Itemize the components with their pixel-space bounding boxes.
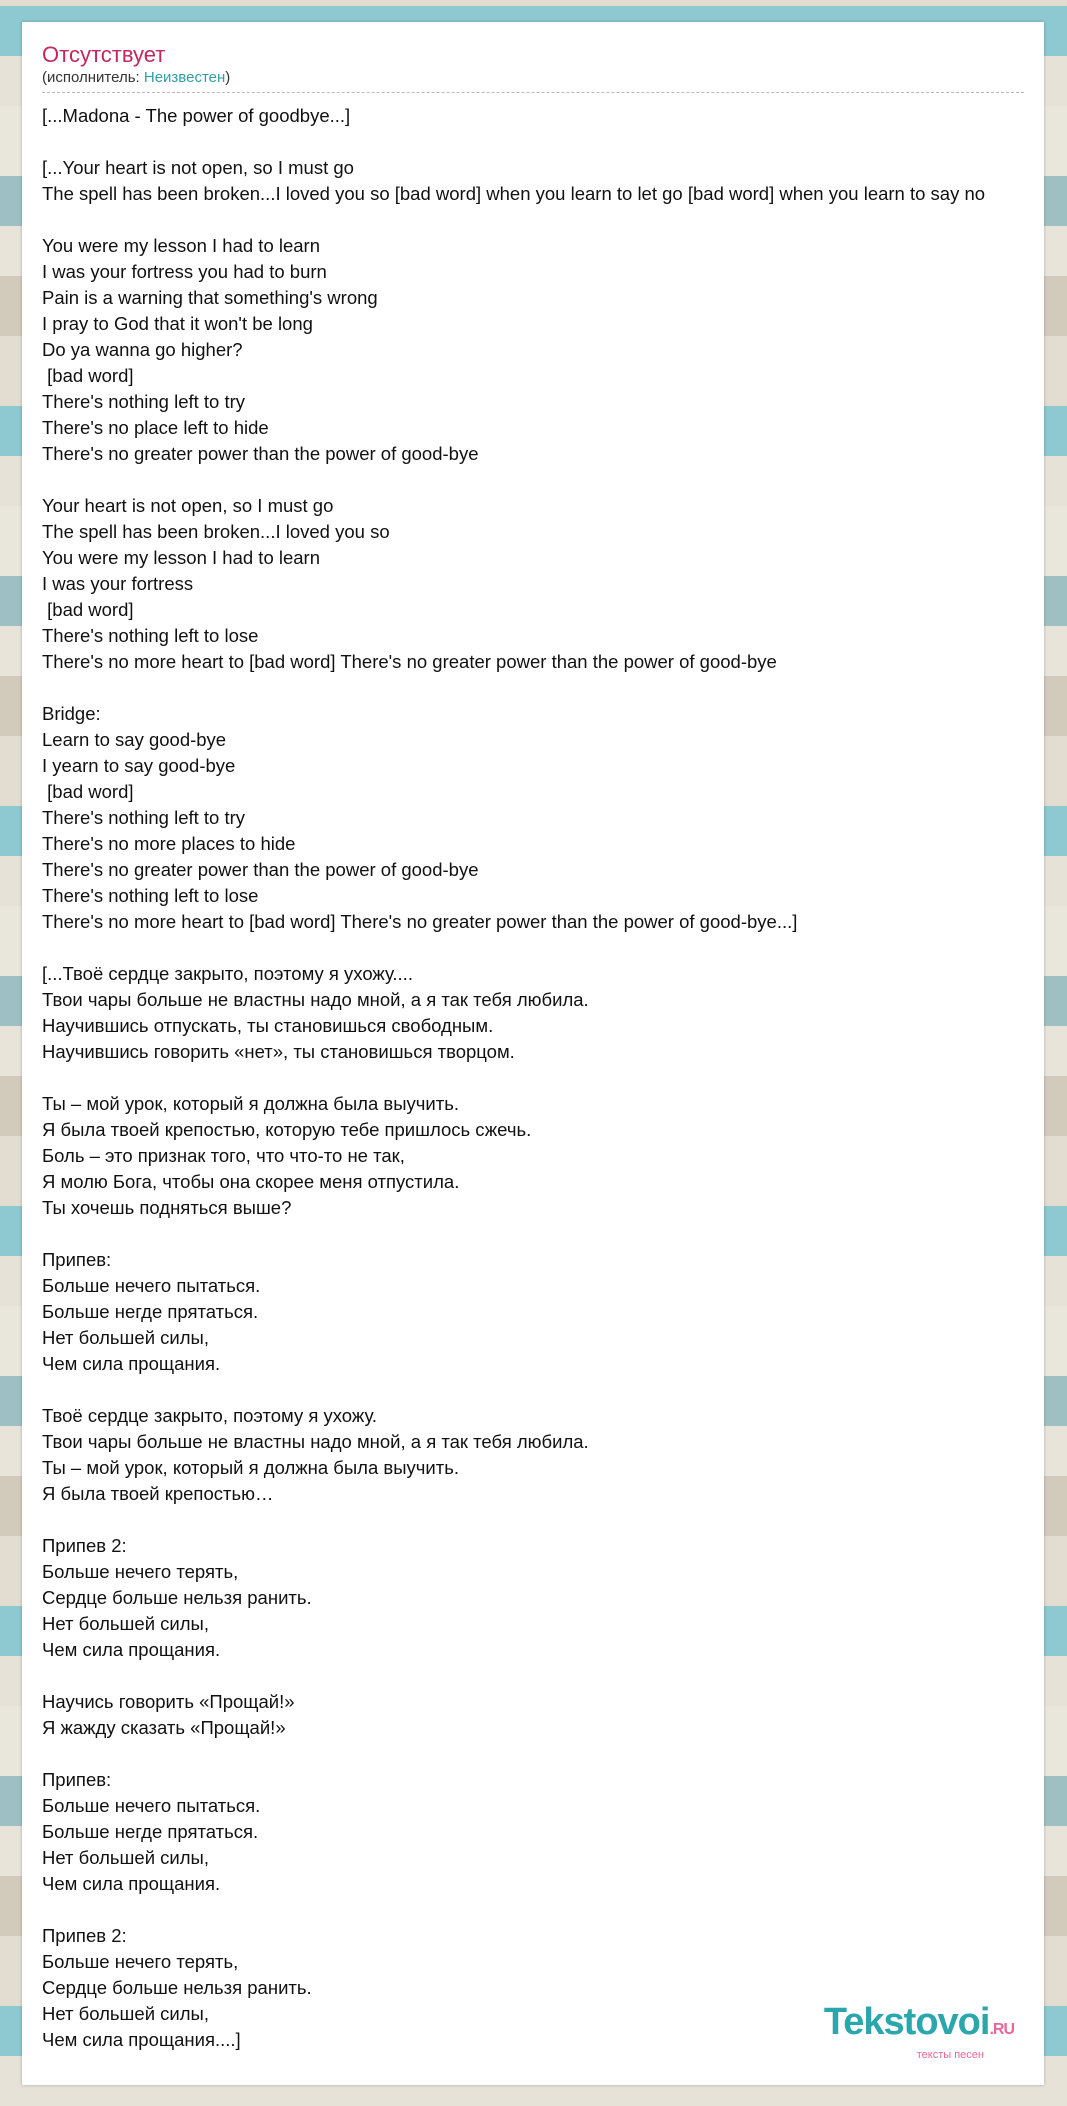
lyric-line: Чем сила прощания. bbox=[42, 1353, 221, 1374]
lyric-line bbox=[42, 1507, 1044, 1533]
lyric-line: Нет большей силы, bbox=[42, 1847, 209, 1868]
lyric-line: Больше нечего пытаться. bbox=[42, 1275, 261, 1296]
lyric-line bbox=[42, 1377, 1044, 1403]
lyric-line: [...Your heart is not open, so I must go bbox=[42, 157, 354, 178]
lyric-line bbox=[42, 129, 1044, 155]
lyric-line: I was your fortress bbox=[42, 573, 194, 594]
lyric-line: Твои чары больше не властны надо мной, а я так тебя любила. bbox=[42, 1431, 589, 1452]
lyric-line: Чем сила прощания. bbox=[42, 1873, 221, 1894]
lyric-line: Научившись отпускать, ты становишься свободным. bbox=[42, 1015, 494, 1036]
lyric-line: Нет большей силы, bbox=[42, 1327, 209, 1348]
artist-link[interactable]: Неизвестен bbox=[143, 69, 226, 86]
lyric-line: [...Madona - The power of goodbye...] bbox=[42, 105, 351, 126]
lyric-line: You were my lesson I had to learn bbox=[42, 547, 321, 568]
lyric-line: [...Твоё сердце закрыто, поэтому я ухожу.... bbox=[42, 963, 413, 984]
lyric-line: The spell has been broken...I loved you so [bad word] when you learn to let go [bad word] when you learn to say no bbox=[42, 183, 986, 204]
lyric-line: Больше негде прятаться. bbox=[42, 1301, 259, 1322]
lyric-line bbox=[42, 1663, 1044, 1689]
lyric-line: There's no more heart to [bad word] There's no greater power than the power of good-bye bbox=[42, 651, 777, 672]
lyric-line: Learn to say good-bye bbox=[42, 729, 227, 750]
lyric-line: There's no place left to hide bbox=[42, 417, 269, 438]
logo-tld: .RU bbox=[989, 2021, 1014, 2038]
lyric-line: Больше нечего терять, bbox=[42, 1951, 239, 1972]
lyric-line: Ты – мой урок, который я должна была выучить. bbox=[42, 1457, 459, 1478]
lyric-line: Я жажду сказать «Прощай!» bbox=[42, 1717, 286, 1738]
lyric-line: Припев: bbox=[42, 1769, 112, 1790]
song-header bbox=[42, 42, 1024, 87]
song-title: Отсутствует bbox=[42, 42, 166, 67]
lyric-line bbox=[42, 1221, 1044, 1247]
lyric-line: There's nothing left to try bbox=[42, 807, 246, 828]
lyric-line: [bad word] bbox=[42, 599, 134, 620]
lyric-line: Your heart is not open, so I must go bbox=[42, 495, 334, 516]
lyric-line: Нет большей силы, bbox=[42, 1613, 209, 1634]
lyric-line: Я была твоей крепостью… bbox=[42, 1483, 274, 1504]
logo-tagline: тексты песен bbox=[916, 2049, 984, 2061]
lyric-line bbox=[42, 1741, 1044, 1767]
lyric-line bbox=[42, 467, 1044, 493]
logo-wordmark bbox=[824, 2003, 1014, 2049]
logo-name: Tekstovoi bbox=[823, 2001, 990, 2043]
lyric-line: Твоё сердце закрыто, поэтому я ухожу. bbox=[42, 1405, 377, 1426]
lyric-line bbox=[42, 1897, 1044, 1923]
lyric-line bbox=[42, 935, 1044, 961]
lyric-line: There's nothing left to lose bbox=[42, 625, 259, 646]
lyric-line: Сердце больше нельзя ранить. bbox=[42, 1587, 312, 1608]
lyric-line: Do ya wanna go higher? bbox=[42, 339, 243, 360]
lyric-line: There's nothing left to lose bbox=[42, 885, 259, 906]
lyric-line: Сердце больше нельзя ранить. bbox=[42, 1977, 312, 1998]
artist-suffix: ) bbox=[225, 69, 231, 86]
artist-line bbox=[42, 69, 1024, 87]
lyric-line: I yearn to say good-bye bbox=[42, 755, 236, 776]
lyric-line: The spell has been broken...I loved you so bbox=[42, 521, 390, 542]
lyric-line: Боль – это признак того, что что-то не так, bbox=[42, 1145, 405, 1166]
lyric-line: I pray to God that it won't be long bbox=[42, 313, 313, 334]
lyric-line: Ты хочешь подняться выше? bbox=[42, 1197, 292, 1218]
lyric-line: There's no more places to hide bbox=[42, 833, 296, 854]
lyric-line: Припев: bbox=[42, 1249, 112, 1270]
lyric-line: Больше нечего терять, bbox=[42, 1561, 239, 1582]
lyric-line: Нет большей силы, bbox=[42, 2003, 209, 2024]
lyric-line: Bridge: bbox=[42, 703, 101, 724]
lyric-line: Твои чары больше не властны надо мной, а я так тебя любила. bbox=[42, 989, 589, 1010]
lyric-line: Научись говорить «Прощай!» bbox=[42, 1691, 295, 1712]
lyric-line: There's no greater power than the power of good-bye bbox=[42, 859, 479, 880]
lyric-line: You were my lesson I had to learn bbox=[42, 235, 321, 256]
lyrics-page bbox=[22, 22, 1044, 2085]
header-divider bbox=[42, 92, 1024, 93]
lyric-line: Я молю Бога, чтобы она скорее меня отпустила. bbox=[42, 1171, 460, 1192]
lyric-line bbox=[42, 1065, 1044, 1091]
lyric-line: Чем сила прощания. bbox=[42, 1639, 221, 1660]
lyric-line: I was your fortress you had to burn bbox=[42, 261, 327, 282]
lyric-line: Больше негде прятаться. bbox=[42, 1821, 259, 1842]
lyric-line: Я была твоей крепостью, которую тебе пришлось сжечь. bbox=[42, 1119, 532, 1140]
lyric-line: There's nothing left to try bbox=[42, 391, 246, 412]
lyric-line: [bad word] bbox=[42, 365, 134, 386]
lyric-line: Припев 2: bbox=[42, 1925, 127, 1946]
lyric-line bbox=[42, 207, 1044, 233]
lyric-line: Больше нечего пытаться. bbox=[42, 1795, 261, 1816]
lyric-line: [bad word] bbox=[42, 781, 134, 802]
lyric-line: There's no greater power than the power of good-bye bbox=[42, 443, 479, 464]
artist-prefix: (исполнитель: bbox=[42, 69, 144, 86]
site-logo[interactable] bbox=[824, 2003, 1014, 2061]
lyric-line bbox=[42, 675, 1044, 701]
lyric-line: Ты – мой урок, который я должна была выучить. bbox=[42, 1093, 459, 1114]
lyrics-text bbox=[42, 103, 1044, 2053]
lyric-line: There's no more heart to [bad word] There's no greater power than the power of good-bye...] bbox=[42, 911, 798, 932]
lyric-line: Научившись говорить «нет», ты становишься творцом. bbox=[42, 1041, 515, 1062]
lyric-line: Pain is a warning that something's wrong bbox=[42, 287, 378, 308]
lyric-line: Чем сила прощания....] bbox=[42, 2029, 241, 2050]
lyric-line: Припев 2: bbox=[42, 1535, 127, 1556]
